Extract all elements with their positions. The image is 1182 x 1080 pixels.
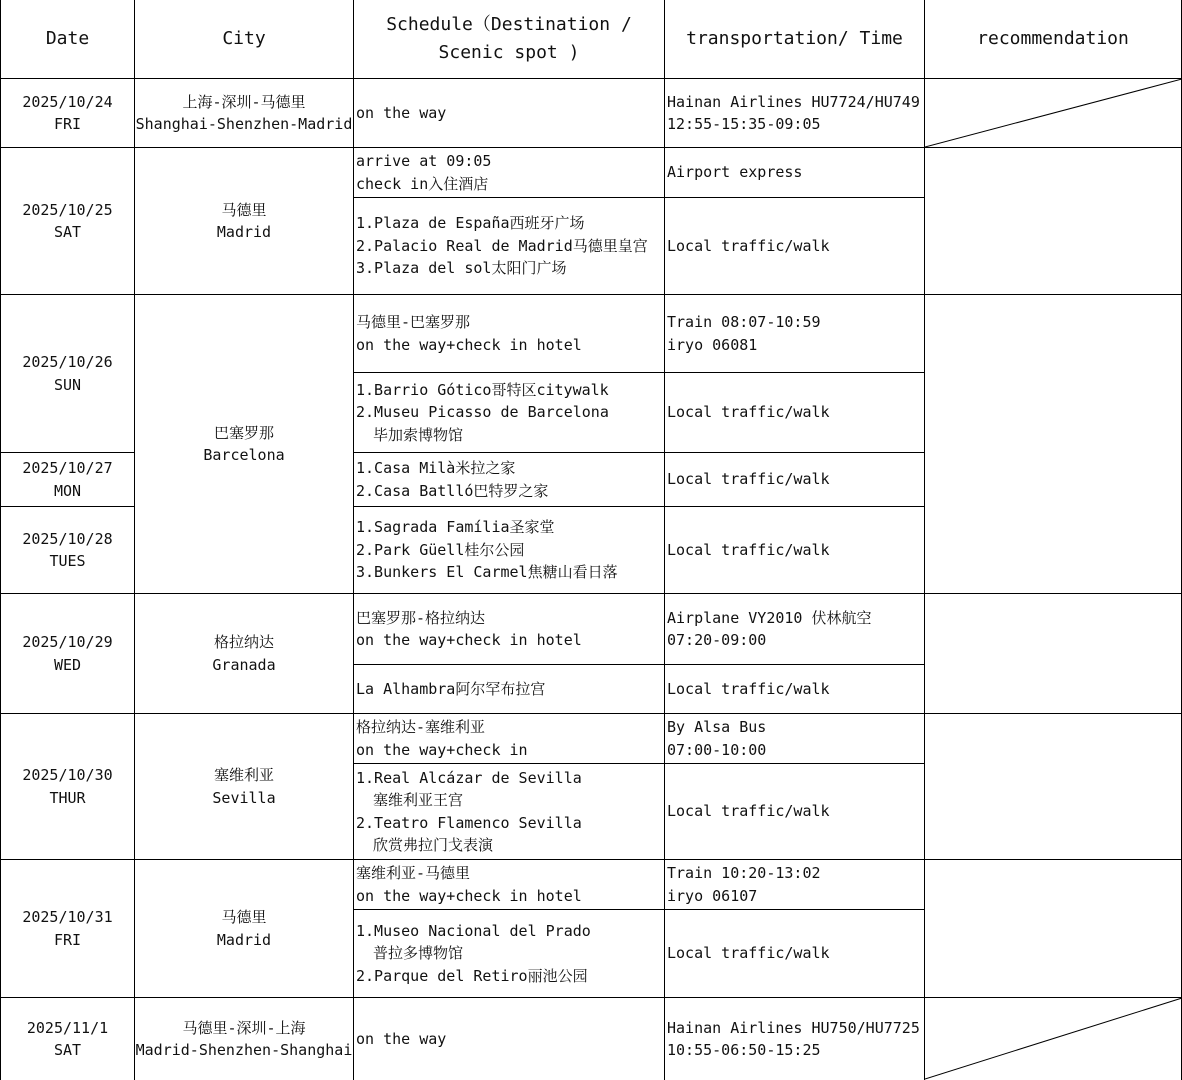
- weekday-text: SAT: [53, 1041, 82, 1059]
- schedule-line: on the way+check in hotel: [356, 335, 582, 354]
- schedule-line: on the way+check in: [356, 740, 528, 759]
- schedule-line: 毕加索博物馆: [373, 425, 464, 444]
- transport-line: iryo 06081: [667, 335, 758, 354]
- date-cell: [0, 79, 135, 148]
- schedule-cell: [354, 79, 665, 148]
- city-name-zh: 马德里-深圳-上海: [182, 1018, 306, 1037]
- city-name-en: Shanghai-Shenzhen-Madrid: [135, 115, 353, 133]
- schedule-line: 塞维利亚-马德里: [356, 864, 471, 882]
- transport-line: Local traffic/walk: [667, 802, 830, 821]
- schedule-line: 2.Teatro Flamenco Sevilla: [356, 813, 582, 832]
- diagonal-strike-icon: [925, 998, 1182, 1080]
- schedule-line: 巴塞罗那-格拉纳达: [356, 608, 486, 627]
- date-cell: [0, 453, 135, 507]
- header-schedule: [354, 0, 665, 79]
- header-date: [0, 0, 135, 79]
- weekday-text: SUN: [53, 375, 82, 394]
- transport-cell: [665, 764, 925, 860]
- transport-cell: [665, 507, 925, 594]
- date-cell: [0, 860, 135, 998]
- city-cell: [135, 295, 354, 594]
- schedule-cell: [354, 594, 665, 665]
- schedule-line: arrive at 09:05: [356, 152, 492, 170]
- transport-line: Airport express: [667, 163, 803, 182]
- schedule-line: 塞维利亚王宫: [373, 791, 464, 809]
- transport-cell: [665, 198, 925, 295]
- recommendation-cell: [925, 714, 1182, 860]
- schedule-line: 2.Casa Batlló巴特罗之家: [356, 481, 549, 500]
- transport-line: Airplane VY2010 伏林航空: [667, 608, 872, 627]
- header-city-label: City: [222, 28, 266, 49]
- date-cell: [0, 295, 135, 453]
- transport-line: 07:00-10:00: [667, 740, 767, 759]
- weekday-text: FRI: [53, 930, 82, 949]
- recommendation-cell: [925, 594, 1182, 714]
- date-text: 2025/10/30: [22, 766, 113, 784]
- date-text: 2025/10/28: [22, 529, 113, 548]
- header-transport: [665, 0, 925, 79]
- schedule-line: 欣赏弗拉门戈表演: [373, 836, 494, 854]
- date-text: 2025/10/26: [22, 353, 113, 371]
- transport-cell: [665, 998, 925, 1080]
- schedule-cell: [354, 998, 665, 1080]
- date-text: 2025/10/24: [22, 92, 113, 111]
- schedule-cell: [354, 453, 665, 507]
- schedule-line: 1.Real Alcázar de Sevilla: [356, 768, 582, 787]
- transport-cell: [665, 665, 925, 714]
- transport-line: 07:20-09:00: [667, 631, 767, 649]
- transport-line: 12:55-15:35-09:05: [667, 115, 821, 133]
- transport-line: Local traffic/walk: [667, 236, 830, 255]
- schedule-line: 2.Park Güell桂尔公园: [356, 540, 525, 559]
- header-date-label: Date: [45, 28, 90, 49]
- transport-cell: [665, 714, 925, 764]
- header-transport-label: transportation/ Time: [686, 28, 903, 49]
- transport-line: Train 08:07-10:59: [667, 313, 821, 331]
- transport-cell: [665, 594, 925, 665]
- city-name-en: Madrid: [216, 930, 272, 949]
- city-name-zh: 上海-深圳-马德里: [182, 92, 306, 111]
- transport-line: Local traffic/walk: [667, 679, 830, 698]
- transport-line: Local traffic/walk: [667, 540, 830, 559]
- schedule-line: 1.Barrio Gótico哥特区citywalk: [356, 380, 609, 399]
- schedule-line: on the way: [356, 103, 447, 122]
- schedule-cell: [354, 198, 665, 295]
- city-cell: [135, 860, 354, 998]
- transport-cell: [665, 453, 925, 507]
- transport-cell: [665, 860, 925, 910]
- header-recommendation-label: recommendation: [977, 28, 1129, 49]
- date-text: 2025/10/25: [22, 200, 113, 219]
- header-schedule-line-2: Scenic spot ): [438, 42, 580, 63]
- city-name-zh: 格拉纳达: [213, 633, 274, 651]
- city-name-zh: 塞维利亚: [213, 766, 274, 784]
- schedule-line: 1.Plaza de España西班牙广场: [356, 214, 585, 233]
- transport-cell: [665, 910, 925, 998]
- transport-cell: [665, 373, 925, 453]
- schedule-line: on the way+check in hotel: [356, 886, 582, 905]
- schedule-line: on the way+check in hotel: [356, 631, 582, 649]
- schedule-line: 1.Museo Nacional del Prado: [356, 921, 591, 940]
- schedule-cell: [354, 507, 665, 594]
- transport-line: Local traffic/walk: [667, 944, 830, 963]
- transport-cell: [665, 295, 925, 373]
- schedule-line: on the way: [356, 1029, 447, 1048]
- city-name-zh: 巴塞罗那: [213, 423, 274, 442]
- header-recommendation: [925, 0, 1182, 79]
- schedule-line: 3.Bunkers El Carmel焦糖山看日落: [356, 563, 618, 582]
- weekday-text: THUR: [49, 788, 86, 807]
- date-text: 2025/10/29: [22, 633, 113, 651]
- schedule-line: 1.Casa Milà米拉之家: [356, 459, 516, 477]
- date-cell: [0, 714, 135, 860]
- schedule-cell: [354, 910, 665, 998]
- city-name-en: Barcelona: [203, 446, 285, 464]
- recommendation-cell: [925, 998, 1182, 1080]
- date-cell: [0, 594, 135, 714]
- recommendation-cell: [925, 860, 1182, 998]
- weekday-text: WED: [53, 655, 82, 674]
- weekday-text: TUES: [49, 552, 86, 570]
- schedule-line: La Alhambra阿尔罕布拉宫: [356, 679, 546, 698]
- schedule-cell: [354, 148, 665, 198]
- city-name-zh: 马德里: [221, 200, 267, 219]
- transport-cell: [665, 148, 925, 198]
- schedule-cell: [354, 860, 665, 910]
- transport-line: By Alsa Bus: [667, 718, 767, 736]
- weekday-text: SAT: [53, 223, 82, 241]
- city-name-en: Madrid-Shenzhen-Shanghai: [135, 1041, 353, 1059]
- schedule-cell: [354, 373, 665, 453]
- city-cell: [135, 148, 354, 295]
- schedule-line: 3.Plaza del sol太阳门广场: [356, 259, 567, 278]
- city-cell: [135, 998, 354, 1080]
- transport-line: Hainan Airlines HU7724/HU749: [667, 92, 920, 111]
- schedule-cell: [354, 764, 665, 860]
- header-schedule-line-1: Schedule（Destination /: [386, 14, 632, 35]
- header-city: [135, 0, 354, 79]
- schedule-line: 2.Palacio Real de Madrid马德里皇宫: [356, 236, 648, 255]
- recommendation-cell: [925, 148, 1182, 295]
- transport-line: Local traffic/walk: [667, 403, 830, 422]
- date-cell: [0, 148, 135, 295]
- city-name-en: Madrid: [216, 223, 272, 241]
- diagonal-strike-icon: [925, 79, 1182, 148]
- schedule-cell: [354, 665, 665, 714]
- city-name-en: Sevilla: [212, 788, 276, 807]
- schedule-line: 2.Museu Picasso de Barcelona: [356, 403, 609, 422]
- weekday-text: MON: [53, 481, 82, 500]
- date-text: 2025/10/31: [22, 908, 113, 926]
- transport-line: Local traffic/walk: [667, 470, 830, 489]
- transport-line: Hainan Airlines HU750/HU7725: [667, 1018, 920, 1037]
- recommendation-cell: [925, 295, 1182, 594]
- schedule-line: 2.Parque del Retiro丽池公园: [356, 966, 588, 985]
- schedule-line: 普拉多博物馆: [373, 944, 464, 963]
- date-text: 2025/11/1: [26, 1018, 109, 1037]
- schedule-line: 马德里-巴塞罗那: [356, 313, 471, 331]
- schedule-line: 1.Sagrada Família圣家堂: [356, 518, 555, 537]
- recommendation-cell: [925, 79, 1182, 148]
- schedule-cell: [354, 714, 665, 764]
- transport-line: Train 10:20-13:02: [667, 864, 821, 882]
- transport-line: iryo 06107: [667, 886, 758, 905]
- date-cell: [0, 507, 135, 594]
- date-cell: [0, 998, 135, 1080]
- city-cell: [135, 79, 354, 148]
- schedule-line: 格拉纳达-塞维利亚: [356, 718, 486, 736]
- transport-cell: [665, 79, 925, 148]
- city-cell: [135, 714, 354, 860]
- transport-line: 10:55-06:50-15:25: [667, 1041, 821, 1059]
- date-text: 2025/10/27: [22, 459, 113, 477]
- city-cell: [135, 594, 354, 714]
- schedule-cell: [354, 295, 665, 373]
- city-name-en: Granada: [212, 655, 276, 674]
- city-name-zh: 马德里: [221, 908, 267, 926]
- weekday-text: FRI: [53, 115, 82, 133]
- schedule-line: check in入住酒店: [356, 174, 489, 193]
